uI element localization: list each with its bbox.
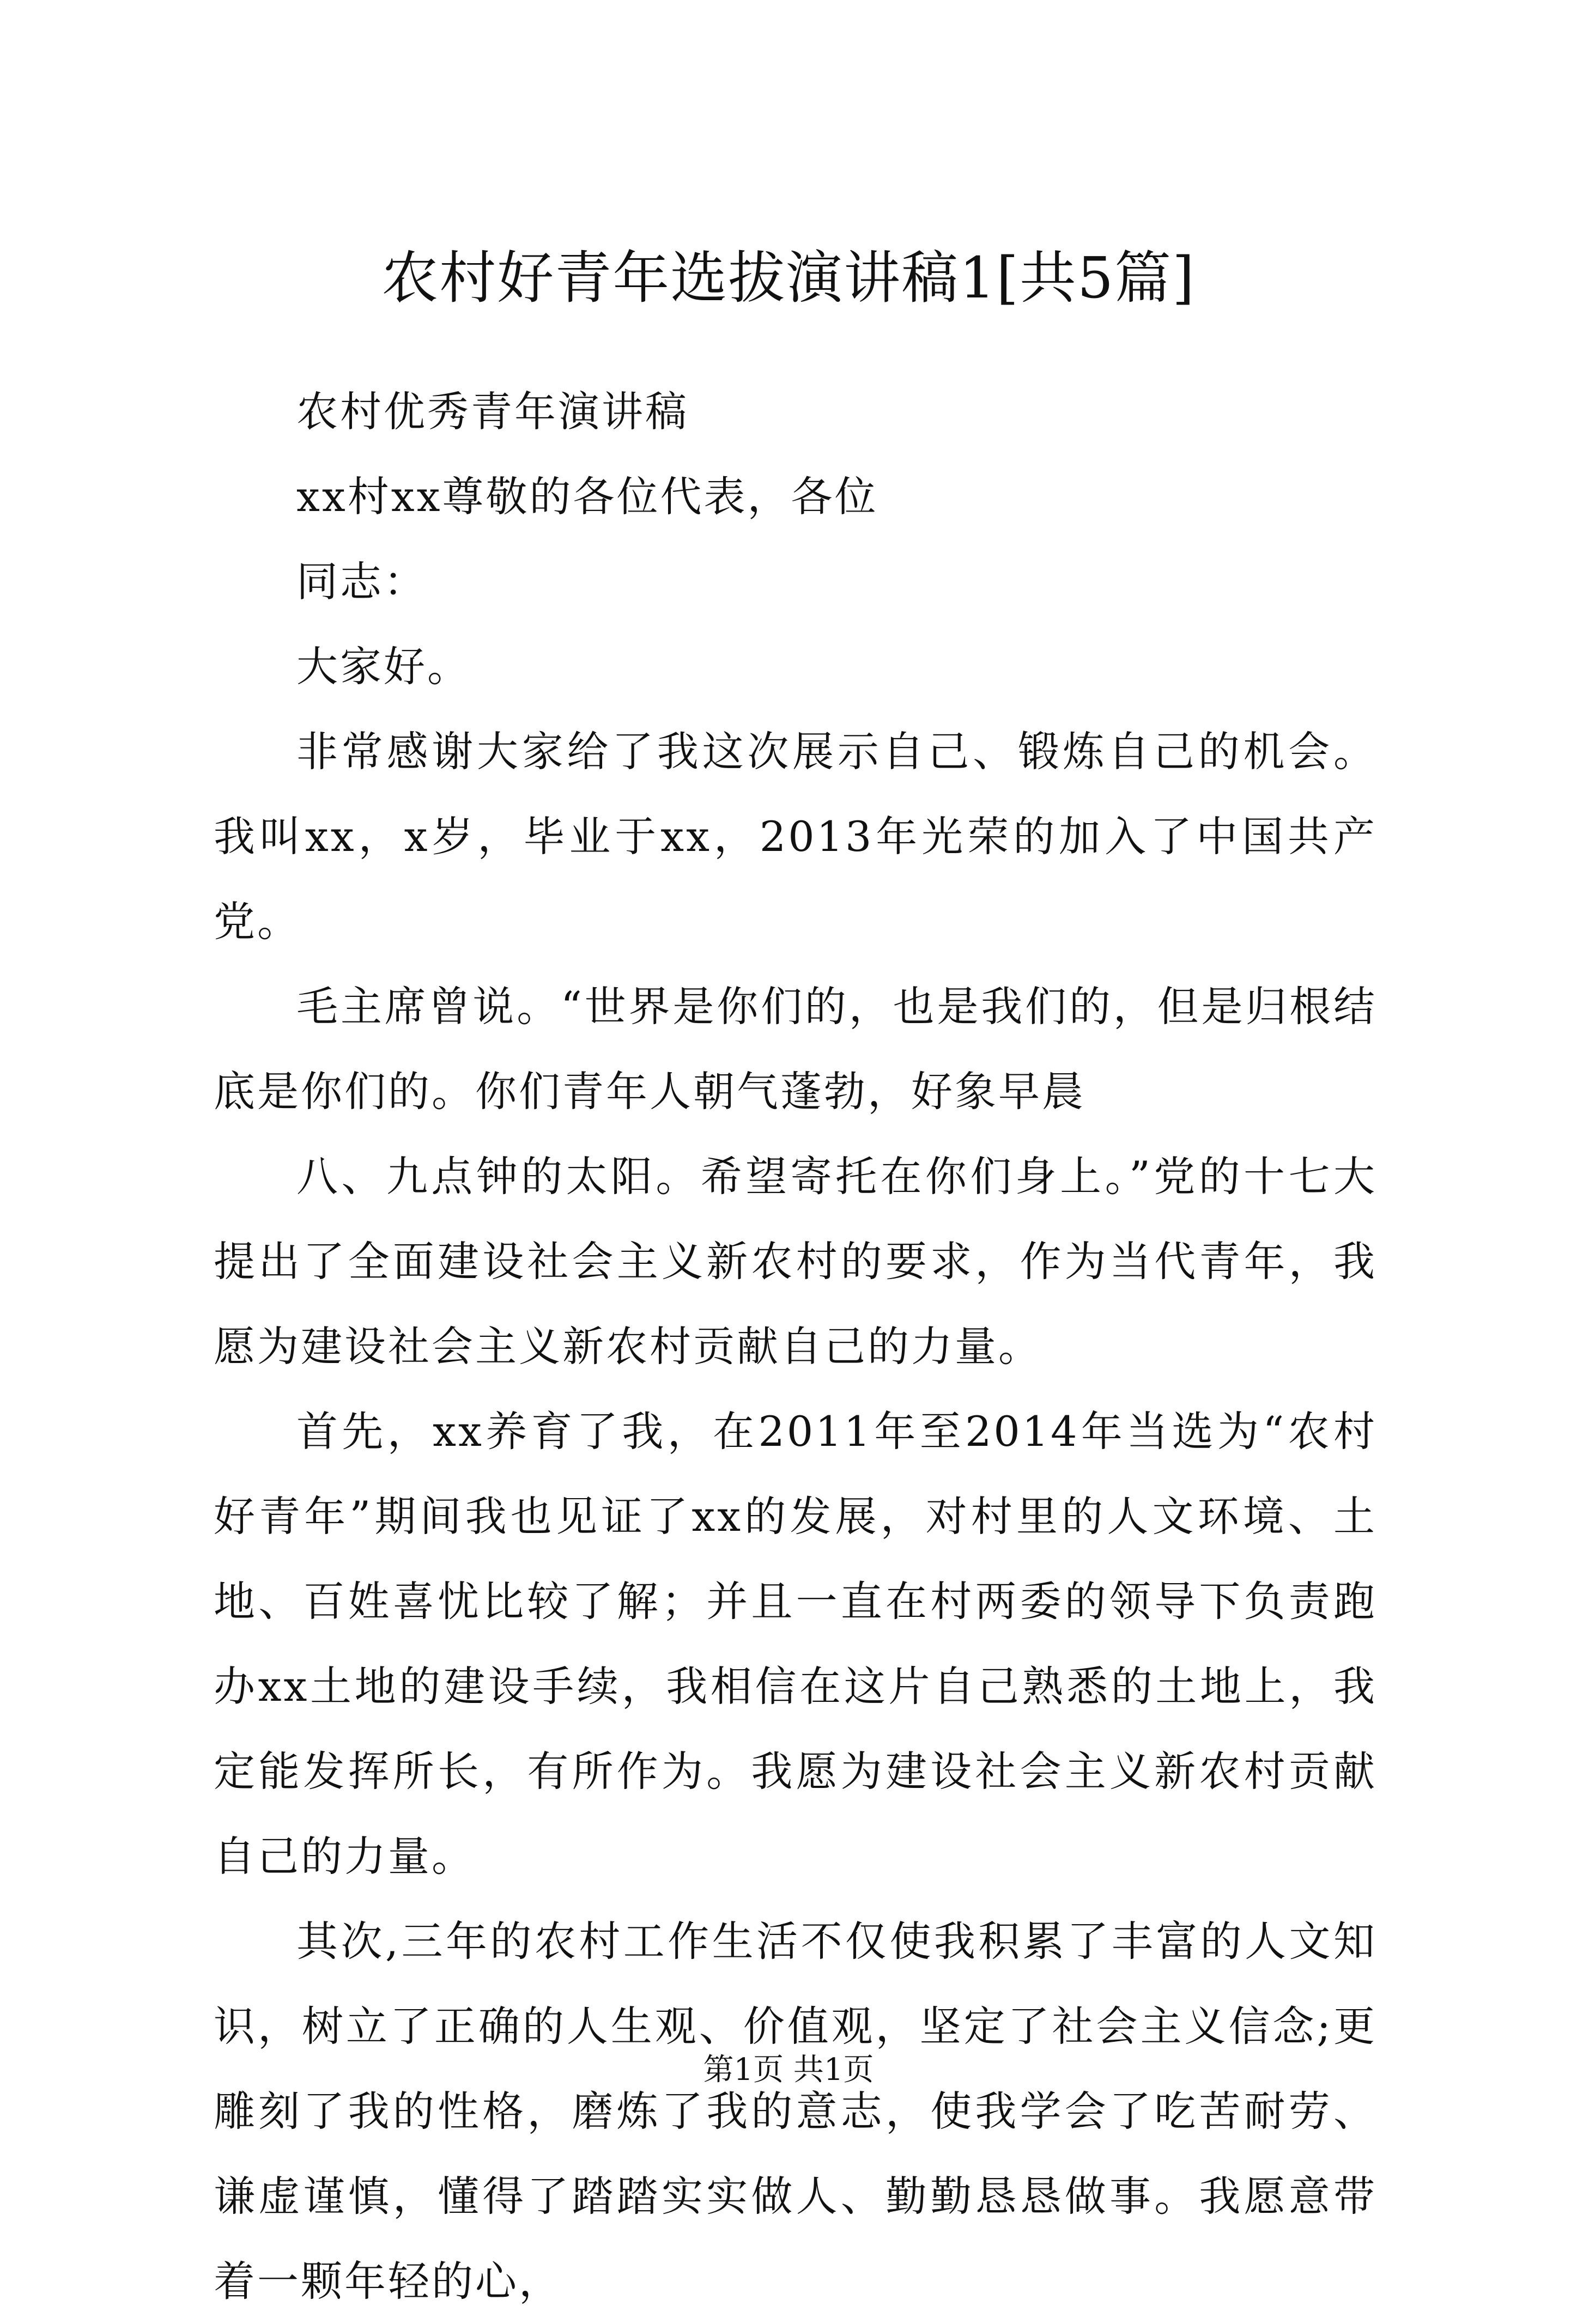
paragraph: xx村xx尊敬的各位代表，各位 (296, 472, 878, 521)
document-body (214, 369, 1377, 2324)
paragraph: 毛主席曾说。“世界是你们的，也是我们的，但是归根结底是你们的。你们青年人朝气蓬勃，好象早晨 (214, 982, 1377, 1116)
paragraph: 首先，xx养育了我，在2011年至2014年当选为“农村好青年”期间我也见证了xx的发展，对村里的人文环境、土地、百姓喜忧比较了解；并且一直在村两委的领导下负责跑办xx土地的建设手续，我相信在这片自己熟悉的土地上，我定能发挥所长，有所作为。我愿为建设社会主义新农村贡献自己的力量。 (214, 1407, 1377, 1881)
document-title: 农村好青年选拔演讲稿1[共5篇] (381, 245, 1196, 311)
page-footer: 第1页 共1页 (703, 2052, 874, 2088)
paragraph: 大家好。 (296, 642, 471, 691)
paragraph: 同志： (296, 557, 427, 606)
paragraph: 非常感谢大家给了我这次展示自己、锻炼自己的机会。我叫xx，x岁，毕业于xx，2013年光荣的加入了中国共产党。 (214, 727, 1377, 946)
paragraph: 八、九点钟的太阳。希望寄托在你们身上。”党的十七大提出了全面建设社会主义新农村的要求，作为当代青年，我愿为建设社会主义新农村贡献自己的力量。 (214, 1152, 1377, 1371)
paragraph: 其次,三年的农村工作生活不仅使我积累了丰富的人文知识，树立了正确的人生观、价值观，坚定了社会主义信念;更雕刻了我的性格，磨炼了我的意志，使我学会了吃苦耐劳、谦虚谨慎，懂得了踏踏实实做人、勤勤恳恳做事。我愿意带着一颗年轻的心， (214, 1917, 1377, 2305)
paragraph: 农村优秀青年演讲稿 (296, 387, 689, 436)
